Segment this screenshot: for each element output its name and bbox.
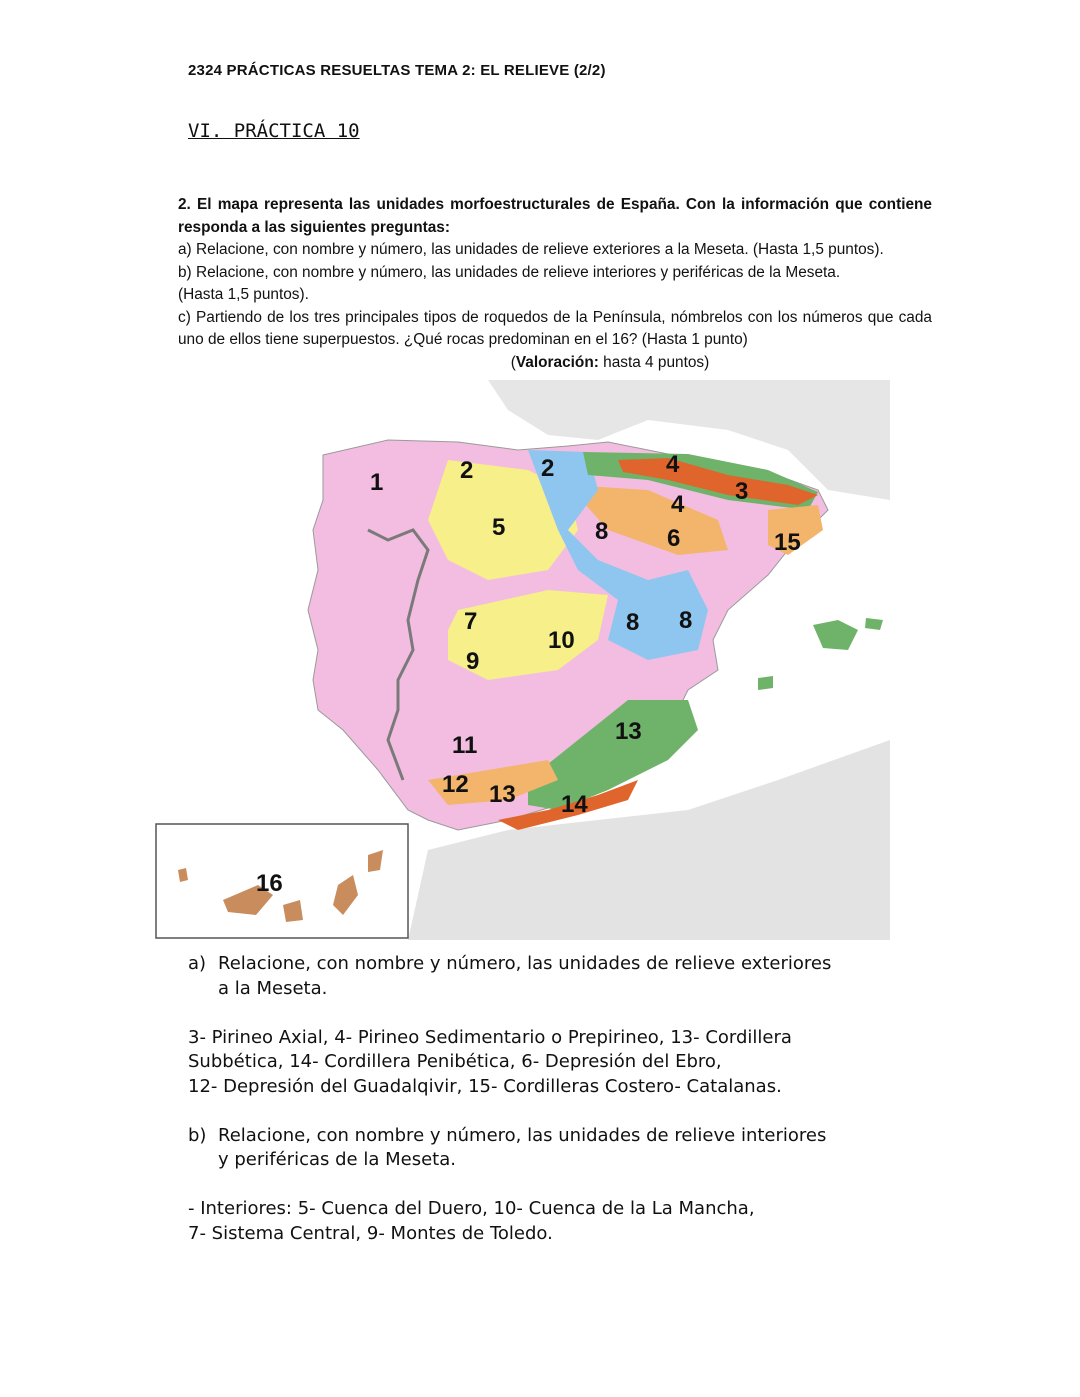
answer-b-line-2: 7- Sistema Central, 9- Montes de Toledo. [188, 1222, 553, 1244]
menorca [865, 618, 883, 630]
map-label-13b: 13 [489, 781, 516, 808]
question-c: c) Partiendo de los tres principales tipos de roquedos de la Península, nómbrelos con los números que cada uno de ellos tiene superpuestos. ¿Qué rocas predominan en el 16? (Hasta 1 punto) [178, 308, 932, 348]
answer-a-question-line-2: a la Meseta. [218, 977, 328, 999]
map-label-6: 6 [667, 525, 681, 552]
map-label-9: 9 [466, 648, 480, 675]
valoracion-text: hasta 4 puntos) [598, 353, 710, 371]
ibiza [758, 676, 773, 690]
valoracion-open: ( [510, 353, 516, 371]
section-title: VI. PRÁCTICA 10 [188, 120, 360, 142]
answer-b-mark: b) [188, 1124, 207, 1146]
answer-b-question-line-1: Relacione, con nombre y número, las unidades de relieve interiores [218, 1124, 827, 1146]
map-label-14: 14 [561, 791, 588, 818]
map-label-15: 15 [774, 529, 801, 556]
answer-a-line-3: 12- Depresión del Guadalqivir, 15- Cordilleras Costero- Catalanas. [188, 1075, 782, 1097]
map-label-13a: 13 [615, 718, 642, 745]
map-label-12: 12 [442, 771, 469, 798]
map-label-8b: 8 [626, 609, 640, 636]
valoracion-label: Valoración: [515, 353, 599, 371]
map-label-10: 10 [548, 627, 575, 654]
answer-b-line-1: - Interiores: 5- Cuenca del Duero, 10- Cuenca de la La Mancha, [188, 1198, 755, 1219]
map-svg [128, 380, 890, 940]
map-label-2a: 2 [460, 457, 474, 484]
question-b: b) Relacione, con nombre y número, las unidades de relieve interiores y periféricas de la Meseta. [178, 263, 841, 281]
map-label-2b: 2 [541, 455, 555, 482]
answer-a-mark: a) [188, 953, 207, 974]
map-label-8a: 8 [595, 518, 609, 545]
map-label-8c: 8 [679, 607, 693, 634]
map-label-7: 7 [464, 608, 478, 635]
answer-a-line-1: 3- Pirineo Axial, 4- Pirineo Sedimentario o Prepirineo, 13- Cordillera [188, 1026, 792, 1048]
morphostructural-map [128, 380, 890, 940]
question-intro: 2. El mapa representa las unidades morfoestructurales de España. Con la información que contiene responda a las siguientes preguntas: [178, 196, 932, 236]
map-label-3: 3 [735, 478, 749, 505]
valoracion-line [178, 352, 932, 375]
answer-a-question [188, 952, 894, 1001]
question-b-points: (Hasta 1,5 puntos). [178, 286, 309, 303]
map-label-1: 1 [370, 469, 384, 496]
answer-b-question-line-2: y periféricas de la Meseta. [218, 1149, 456, 1170]
answers-block [188, 952, 894, 1246]
map-label-16: 16 [256, 870, 283, 897]
question-block [178, 194, 932, 374]
answer-a-question-line-1: Relacione, con nombre y número, las unidades de relieve exteriores [218, 953, 832, 974]
answer-a-line-2: Subbética, 14- Cordillera Penibética, 6- Depresión del Ebro, [188, 1051, 722, 1072]
map-label-11: 11 [452, 732, 478, 759]
map-label-4a: 4 [666, 451, 680, 478]
map-label-5: 5 [492, 514, 506, 541]
question-a: a) Relacione, con nombre y número, las unidades de relieve exteriores a la Meseta. (Hasta 1,5 puntos). [178, 241, 884, 258]
answer-b-question [188, 1124, 894, 1173]
document-header: 2324 PRÁCTICAS RESUELTAS TEMA 2: EL RELIEVE (2/2) [188, 62, 606, 79]
map-label-4b: 4 [671, 491, 685, 518]
